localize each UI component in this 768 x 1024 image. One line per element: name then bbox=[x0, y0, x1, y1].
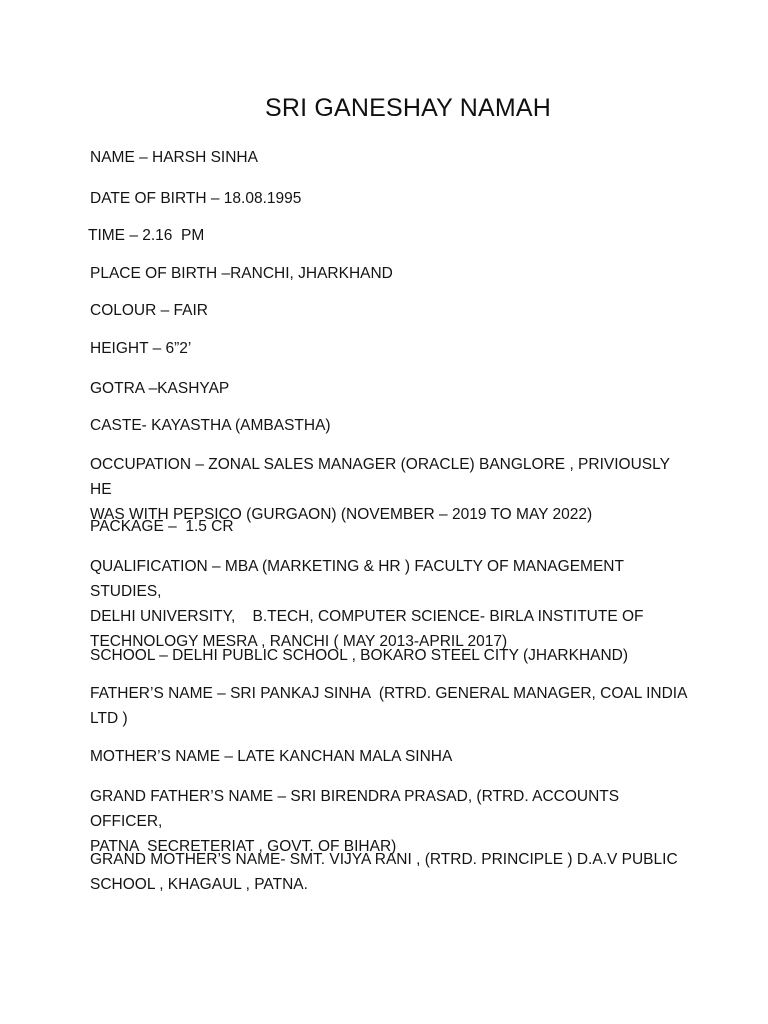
package-field: PACKAGE – 1.5 CR bbox=[90, 518, 234, 535]
height-field: HEIGHT – 6”2’ bbox=[90, 340, 192, 357]
date-of-birth-field: DATE OF BIRTH – 18.08.1995 bbox=[90, 190, 302, 207]
gotra-field: GOTRA –KASHYAP bbox=[90, 380, 230, 397]
fathers-name-field: FATHER’S NAME – SRI PANKAJ SINHA (RTRD. GENERAL MANAGER, COAL INDIA LTD ) bbox=[90, 685, 688, 727]
document-title: SRI GANESHAY NAMAH bbox=[264, 94, 552, 122]
school-field: SCHOOL – DELHI PUBLIC SCHOOL , BOKARO STEEL CITY (JHARKHAND) bbox=[90, 647, 629, 664]
name-field: NAME – HARSH SINHA bbox=[90, 149, 258, 166]
grand-mothers-name-field: GRAND MOTHER’S NAME- SMT. VIJYA RANI , (RTRD. PRINCIPLE ) D.A.V PUBLIC SCHOOL , KHAGAUL , PATNA. bbox=[90, 851, 678, 893]
mothers-name-field: MOTHER’S NAME – LATE KANCHAN MALA SINHA bbox=[90, 748, 453, 765]
qualification-field: QUALIFICATION – MBA (MARKETING & HR ) FACULTY OF MANAGEMENT STUDIES, DELHI UNIVERSITY, B.TECH, COMPUTER SCIENCE- BIRLA INSTITUTE OF TECHNOLOGY MESRA , RANCHI ( MAY 2013-APRIL 2017) bbox=[90, 558, 644, 650]
colour-field: COLOUR – FAIR bbox=[90, 302, 208, 319]
place-of-birth-field: PLACE OF BIRTH –RANCHI, JHARKHAND bbox=[90, 265, 393, 282]
time-of-birth-field: TIME – 2.16 PM bbox=[88, 227, 205, 244]
caste-field: CASTE- KAYASTHA (AMBASTHA) bbox=[90, 417, 331, 434]
occupation-field: OCCUPATION – ZONAL SALES MANAGER (ORACLE) BANGLORE , PRIVIOUSLY HE WAS WITH PEPSICO (GURGAON) (NOVEMBER – 2019 TO MAY 2022) bbox=[90, 456, 670, 523]
grand-fathers-name-field: GRAND FATHER’S NAME – SRI BIRENDRA PRASAD, (RTRD. ACCOUNTS OFFICER, PATNA SECRETERIAT , GOVT. OF BIHAR) bbox=[90, 788, 620, 855]
